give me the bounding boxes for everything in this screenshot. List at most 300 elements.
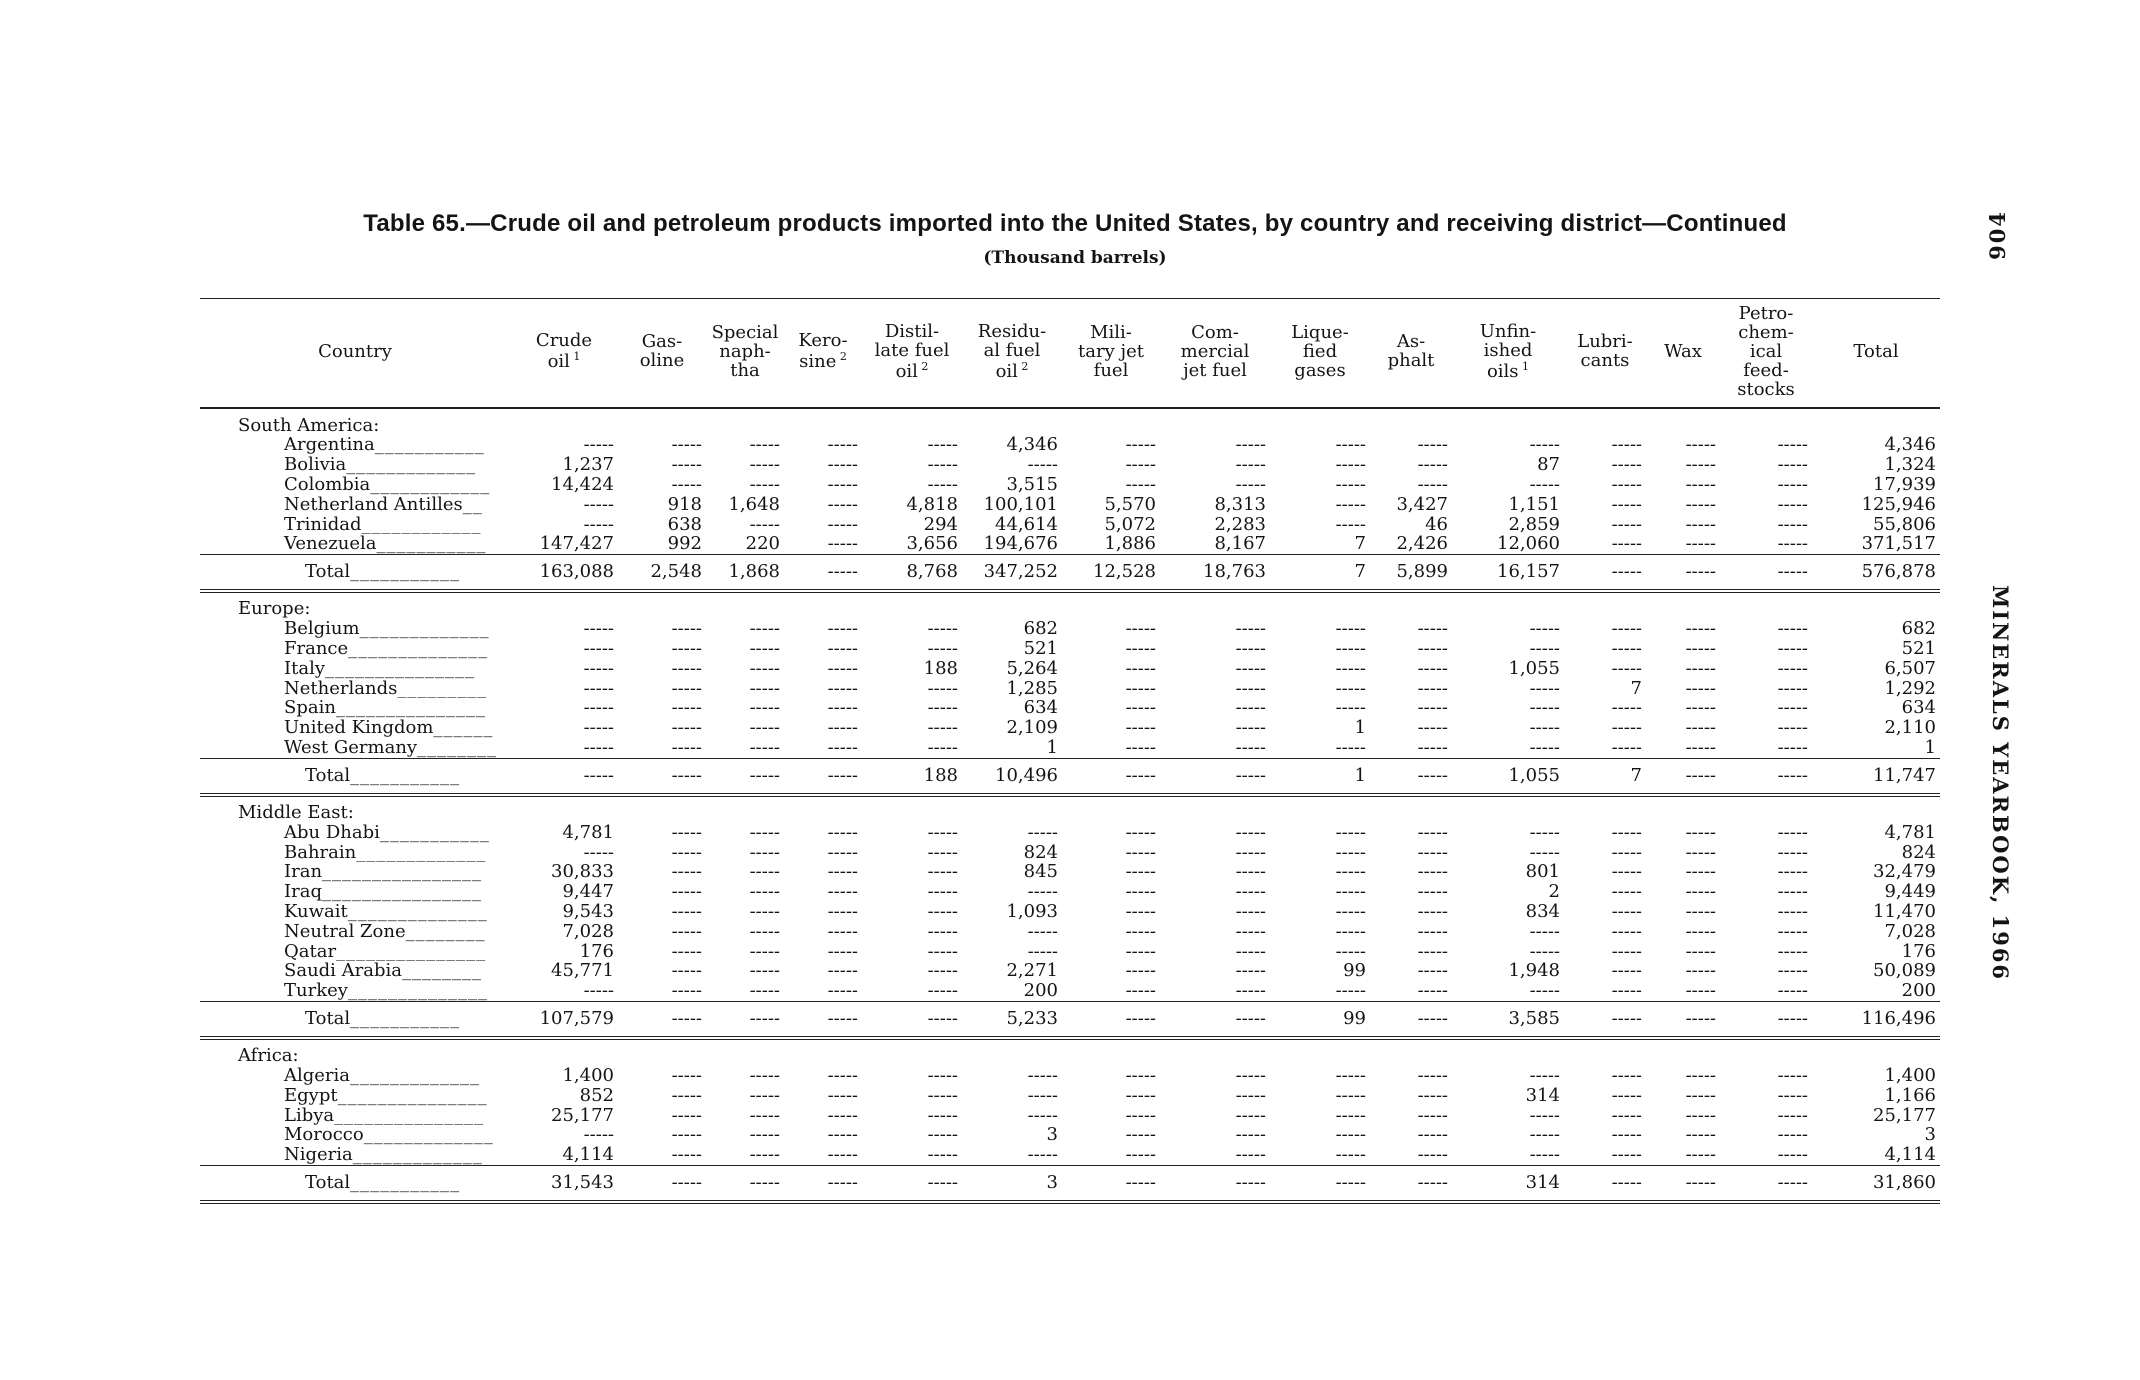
dot-leader: ___________ [374,435,485,456]
country-cell [200,738,510,758]
value-cell: ----- [1235,881,1266,903]
value-cell: ----- [583,434,614,456]
total-value-cell: ----- [1720,1001,1812,1038]
value-cell: ----- [827,737,858,759]
page-number: 904 [1985,210,2010,260]
value-cell: 9,543 [562,901,614,922]
total-value-cell: ----- [1646,1165,1720,1202]
value-cell: ----- [1611,618,1642,640]
dot-leader: ____________ [361,514,482,535]
dot-leader: ______________ [347,902,488,922]
country-cell [200,882,510,902]
dot-leader: _______________ [337,1085,488,1106]
value-cell: ----- [583,493,614,515]
value-cell: ----- [1235,861,1266,883]
country-cell [200,1145,510,1165]
value-cell: ----- [1777,638,1808,660]
total-value-cell: 1,868 [706,555,784,592]
value-cell: ----- [1777,1104,1808,1126]
country-cell [200,902,510,922]
value-cell: 3,515 [1006,474,1058,496]
value-cell: ----- [1125,434,1156,456]
value-cell: 3,656 [906,533,958,555]
value-cell: ----- [1611,434,1642,456]
column-header [510,299,618,409]
value-cell: 9,449 [1884,881,1936,903]
value-cell: 176 [1901,940,1936,962]
value-cell: ----- [1417,821,1448,843]
total-value-cell: ----- [1270,1165,1370,1202]
column-header [1564,299,1646,409]
total-label: Total [305,764,351,786]
value-cell: 314 [1525,1084,1560,1106]
total-value-cell: 1,055 [1452,758,1564,795]
value-cell: ----- [1685,1084,1716,1106]
country-cell [200,515,510,535]
value-cell: ----- [1417,861,1448,883]
value-cell: 634 [1023,697,1058,719]
table-row [200,619,1940,639]
value-cell: 824 [1023,841,1058,863]
table-row [200,534,1940,554]
total-value-cell: 16,157 [1452,555,1564,592]
value-cell: 371,517 [1861,533,1936,555]
table-row [200,738,1940,758]
value-cell: ----- [583,618,614,640]
value-cell: ----- [671,638,702,660]
value-cell: ----- [583,841,614,863]
country-name: United Kingdom [284,718,434,739]
value-cell: 147,427 [539,533,614,555]
country-name: Turkey [284,981,348,1002]
column-header [1812,299,1940,409]
value-cell: 2,283 [1214,513,1266,535]
table-row [200,882,1940,902]
value-cell: ----- [1611,920,1642,942]
country-cell [200,455,510,475]
value-cell: ----- [1027,1144,1058,1166]
value-cell: ----- [1125,618,1156,640]
value-cell: ----- [1529,618,1560,640]
table-row [200,455,1940,475]
value-cell: ----- [1611,657,1642,679]
value-cell: ----- [1125,474,1156,496]
country-cell [200,922,510,942]
country-name: Qatar [284,941,337,962]
country-cell [200,495,510,515]
value-cell: ----- [1529,1124,1560,1146]
total-value-cell: ----- [784,1001,862,1038]
total-label: Total [305,1007,351,1029]
value-cell: ----- [671,618,702,640]
value-cell: ----- [1125,737,1156,759]
value-cell: ----- [1685,533,1716,555]
value-cell: 25,177 [1873,1104,1936,1126]
value-cell: ----- [1685,657,1716,679]
value-cell: ----- [1235,960,1266,982]
total-value-cell: 1 [1270,758,1370,795]
value-cell: 4,781 [562,821,614,843]
value-cell: ----- [1611,1064,1642,1086]
country-cell [200,1106,510,1126]
value-cell: 992 [667,533,702,555]
value-cell: ----- [927,1124,958,1146]
value-cell: ----- [1027,1064,1058,1086]
value-cell: 5,072 [1104,513,1156,535]
value-cell: 3 [1046,1124,1058,1146]
value-cell: ----- [1777,493,1808,515]
value-cell: ----- [1685,618,1716,640]
dot-leader: ________________ [321,882,482,902]
value-cell: ----- [927,454,958,476]
value-cell: ----- [1685,1104,1716,1126]
dot-leader: __ [462,494,483,515]
value-cell: ----- [1235,638,1266,660]
country-cell [200,534,510,554]
region-heading: Middle East: [238,802,354,823]
value-cell: ----- [1777,513,1808,535]
value-cell: ----- [1417,454,1448,476]
country-name: Venezuela [284,534,377,555]
value-cell: 200 [1023,980,1058,1002]
total-value-cell: ----- [1062,758,1160,795]
value-cell: ----- [1777,697,1808,719]
value-cell: ----- [1777,881,1808,903]
value-cell: ----- [671,901,702,922]
value-cell: ----- [1417,841,1448,863]
table-row [200,495,1940,515]
value-cell: ----- [671,657,702,679]
value-cell: ----- [1125,960,1156,982]
value-cell: 99 [1343,960,1366,982]
value-cell: ----- [1529,638,1560,660]
value-cell: ----- [1611,1104,1642,1126]
value-cell: ----- [1777,1064,1808,1086]
total-value-cell: 188 [862,758,962,795]
country-cell [200,1066,510,1086]
total-value-cell: ----- [1370,1165,1452,1202]
value-cell: ----- [583,513,614,535]
value-cell: ----- [827,454,858,476]
total-value-cell: 3 [962,1165,1062,1202]
column-header [1370,299,1452,409]
table-row [200,679,1940,699]
value-cell: 17,939 [1873,474,1936,496]
value-cell: 4,781 [1884,821,1936,843]
total-value-cell: 7 [1270,555,1370,592]
value-cell: ----- [827,697,858,719]
value-cell: 1,886 [1104,533,1156,555]
total-value-cell: ----- [1370,758,1452,795]
footnote-marker: 2 [1017,359,1029,373]
total-row [200,758,1940,795]
column-header-label: Kero- sine [798,330,848,373]
value-cell: ----- [749,980,780,1002]
dot-leader: _____________ [363,1125,494,1146]
value-cell: 46 [1425,513,1448,535]
value-cell: ----- [1125,697,1156,719]
value-cell: ----- [827,434,858,456]
country-name: Netherlands [284,678,398,699]
country-name: Abu Dhabi [284,822,380,843]
value-cell: 834 [1525,901,1560,922]
value-cell: ----- [1777,1144,1808,1166]
table-row [200,961,1940,981]
table-row [200,718,1940,738]
value-cell: 8,313 [1214,493,1266,515]
value-cell: ----- [1417,980,1448,1002]
table-row [200,435,1940,455]
value-cell: ----- [671,940,702,962]
value-cell: 9,447 [562,881,614,903]
country-cell [200,981,510,1001]
value-cell: ----- [583,980,614,1002]
country-cell [200,619,510,639]
value-cell: ----- [927,920,958,942]
value-cell: ----- [749,861,780,883]
value-cell: ----- [1235,940,1266,962]
value-cell: ----- [1027,454,1058,476]
value-cell: ----- [1685,920,1716,942]
value-cell: ----- [1335,881,1366,903]
value-cell: ----- [827,677,858,699]
country-name: Spain [284,698,336,719]
value-cell: ----- [1125,1144,1156,1166]
value-cell: 3 [1924,1124,1936,1146]
country-cell [200,475,510,495]
dot-leader: ______________ [348,639,489,659]
column-header-label: Distil- late fuel oil [874,320,950,382]
value-cell: ----- [927,841,958,863]
value-cell: ----- [749,638,780,660]
value-cell: ----- [927,940,958,962]
value-cell: ----- [1777,980,1808,1002]
dot-leader: ___________ [350,764,461,786]
value-cell: 801 [1525,861,1560,883]
value-cell: ----- [1125,677,1156,699]
dot-leader: _________ [397,678,488,699]
value-cell: 2 [1548,881,1560,903]
value-cell: ----- [1027,1104,1058,1126]
value-cell: 1 [1046,737,1058,759]
region-heading-row [200,599,1940,619]
table-row [200,1106,1940,1126]
value-cell: ----- [1235,1064,1266,1086]
total-value-cell: 7 [1564,758,1646,795]
value-cell: ----- [1685,454,1716,476]
footnote-marker: 1 [569,350,581,364]
value-cell: 6,507 [1884,657,1936,679]
country-cell [200,843,510,863]
value-cell: 2,109 [1006,717,1058,739]
value-cell: ----- [1611,533,1642,555]
value-cell: ----- [1417,677,1448,699]
table-row [200,639,1940,659]
value-cell: 1,324 [1884,454,1936,476]
value-cell: ----- [827,920,858,942]
value-cell: ----- [1777,1084,1808,1106]
total-value-cell: 5,899 [1370,555,1452,592]
dot-leader: _____________ [359,619,490,640]
value-cell: ----- [1335,677,1366,699]
value-cell: 5,570 [1104,493,1156,515]
value-cell: ----- [671,474,702,496]
value-cell: ----- [827,1124,858,1146]
value-cell: ----- [927,737,958,759]
country-name: Trinidad [284,514,362,535]
country-name: Iraq [284,882,322,902]
value-cell: ----- [1125,717,1156,739]
value-cell: ----- [1417,881,1448,903]
value-cell: ----- [749,513,780,535]
total-value-cell: 31,543 [510,1165,618,1202]
value-cell: ----- [1027,940,1058,962]
value-cell: ----- [827,901,858,922]
value-cell: 25,177 [551,1104,614,1126]
value-cell: ----- [671,717,702,739]
value-cell: ----- [671,881,702,903]
country-name: Colombia [284,475,371,495]
value-cell: 2,271 [1006,960,1058,982]
total-value-cell: ----- [706,758,784,795]
column-header [1062,299,1160,409]
value-cell: ----- [1685,881,1716,903]
value-cell: ----- [1529,841,1560,863]
column-header-label: Gas- oline [639,331,685,372]
value-cell: 4,346 [1006,434,1058,456]
value-cell: 200 [1901,980,1936,1002]
total-label-cell [200,758,510,795]
total-value-cell: ----- [1062,1165,1160,1202]
value-cell: 32,479 [1873,861,1936,883]
value-cell: ----- [1685,434,1716,456]
value-cell: ----- [1777,861,1808,883]
value-cell: ----- [1235,434,1266,456]
value-cell: ----- [1777,737,1808,759]
value-cell: ----- [1611,1084,1642,1106]
value-cell: ----- [1777,533,1808,555]
dot-leader: ______ [433,718,494,739]
value-cell: ----- [1777,960,1808,982]
value-cell: ----- [1685,638,1716,660]
value-cell: ----- [1235,821,1266,843]
value-cell: ----- [671,1104,702,1126]
value-cell: 2,110 [1884,717,1936,739]
value-cell: ----- [671,920,702,942]
value-cell: 1 [1924,737,1936,759]
total-value-cell: 18,763 [1160,555,1270,592]
country-cell [200,862,510,882]
value-cell: ----- [927,980,958,1002]
column-header [1160,299,1270,409]
value-cell: ----- [671,454,702,476]
value-cell: ----- [927,677,958,699]
value-cell: ----- [827,1084,858,1106]
total-value-cell: ----- [1564,1165,1646,1202]
value-cell: ----- [1417,940,1448,962]
total-value-cell: ----- [1564,555,1646,592]
value-cell: 100,101 [983,493,1058,515]
value-cell: 3,427 [1396,493,1448,515]
value-cell: ----- [827,717,858,739]
value-cell: ----- [671,841,702,863]
country-name: Bahrain [284,842,357,863]
country-cell [200,659,510,679]
value-cell: 4,114 [1884,1144,1936,1166]
value-cell: ----- [1417,434,1448,456]
value-cell: 1,648 [728,493,780,515]
value-cell: ----- [1777,841,1808,863]
value-cell: ----- [1125,821,1156,843]
country-name: Neutral Zone [284,921,406,942]
value-cell: ----- [927,960,958,982]
value-cell: 7 [1630,677,1642,699]
table-row [200,515,1940,535]
value-cell: ----- [749,677,780,699]
value-cell: ----- [1335,841,1366,863]
column-header-label: Residu- al fuel oil [977,320,1047,382]
value-cell: ----- [749,1124,780,1146]
country-cell [200,1086,510,1106]
total-value-cell: ----- [1720,1165,1812,1202]
country-cell [200,961,510,981]
spacer-row [200,795,1940,803]
country-name: Argentina [284,435,375,456]
total-value-cell: 5,233 [962,1001,1062,1038]
value-cell: ----- [927,697,958,719]
value-cell: ----- [1235,697,1266,719]
value-cell: ----- [1611,940,1642,962]
table-row [200,698,1940,718]
value-cell: 682 [1901,618,1936,640]
region-heading-row [200,803,1940,823]
value-cell: 1,151 [1508,493,1560,515]
column-header-label: Petro- chem- ical feed- stocks [1737,303,1795,400]
total-value-cell: ----- [510,758,618,795]
table-row [200,1066,1940,1086]
value-cell: ----- [671,960,702,982]
total-label: Total [305,1171,351,1193]
dot-leader: ____________ [370,475,491,495]
value-cell: ----- [827,513,858,535]
value-cell: ----- [1235,737,1266,759]
value-cell: ----- [1417,1064,1448,1086]
column-header-label: Country [318,340,392,362]
country-name: Egypt [284,1085,338,1106]
country-cell [200,942,510,962]
value-cell: ----- [583,737,614,759]
value-cell: ----- [1685,960,1716,982]
total-value-cell: ----- [1062,1001,1160,1038]
value-cell: 845 [1023,861,1058,883]
value-cell: ----- [927,717,958,739]
value-cell: ----- [827,881,858,903]
value-cell: ----- [827,1104,858,1126]
value-cell: ----- [827,980,858,1002]
value-cell: ----- [1417,638,1448,660]
value-cell: ----- [1235,1084,1266,1106]
value-cell: ----- [1125,1084,1156,1106]
value-cell: ----- [1685,841,1716,863]
value-cell: ----- [1235,1124,1266,1146]
value-cell: ----- [1529,920,1560,942]
value-cell: 1 [1354,717,1366,739]
value-cell: ----- [749,821,780,843]
value-cell: ----- [1685,677,1716,699]
total-value-cell: ----- [1720,555,1812,592]
country-cell [200,698,510,718]
value-cell: ----- [1417,737,1448,759]
